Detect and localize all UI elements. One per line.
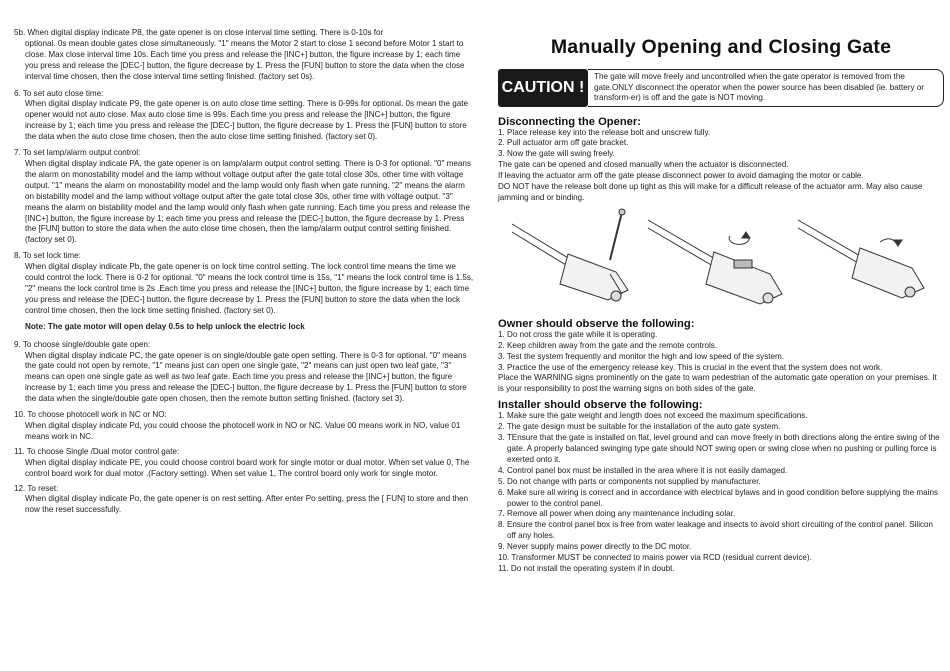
- setting-section: [14, 251, 474, 316]
- right-column: [498, 0, 944, 575]
- section-body: When digital display indicate PE, you could choose control board work for single motor or dual motor. When set value 0, The control board work for dual motor .(Factory setting). When set value 1, The control board only work for single motor.: [25, 457, 470, 478]
- section-heading: 9. To choose single/double gate open:: [14, 339, 151, 349]
- page-title: Manually Opening and Closing Gate: [550, 36, 892, 58]
- section-body: optional. 0s mean double gates close simultaneously. "1" means the Motor 2 start to close 1 second before Motor 1 start to close. Max close interval time 10s. Each time you press and release the [INC+] button, the figure increase by 1; each time you press and release the [DEC-] button, the figure decrease by 1. Press the [FUN] button to store the data when the close interval time chosen, then the close interval time setting finished. (factory set 0s).: [25, 38, 465, 81]
- section-heading: 10. To choose photocell work in NC or NO:: [14, 410, 167, 420]
- owner-item: 1. Do not cross the gate while it is operating.: [498, 329, 658, 339]
- left-column: [14, 0, 474, 520]
- installer-heading: Installer should observe the following:: [498, 399, 703, 412]
- setting-section: [14, 410, 474, 443]
- installer-item: 10. Transformer MUST be connected to mains power via RCD (residual current device).: [498, 553, 812, 563]
- disconnect-note: The gate can be opened and closed manually when the actuator is disconnected.: [498, 160, 789, 170]
- installer-item: 1. Make sure the gate weight and length does not exceed the maximum specifications.: [498, 411, 808, 421]
- installer-item: 9. Never supply mains power directly to the DC motor.: [498, 542, 692, 552]
- section-heading: 7. To set lamp/alarm output control:: [14, 148, 141, 158]
- setting-section: [14, 484, 474, 517]
- installer-item: 2. The gate design must be suitable for the installation of the auto gate system.: [498, 422, 781, 432]
- installer-item: 6. Make sure all wiring is correct and in accordance with electrical bylaws and in good condition before supplying the mains power to the control panel.: [498, 487, 938, 508]
- disconnect-notes: [498, 160, 944, 204]
- section-heading: 8. To set lock time:: [14, 251, 81, 261]
- disconnect-step: 2. Pull actuator arm off gate bracket.: [498, 138, 629, 148]
- section-heading: 6. To set auto close time:: [14, 88, 104, 98]
- caution-text: The gate will move freely and uncontrolled when the gate operator is removed from the gate.ONLY disconnect the operator when the power source has been disabled (ie. battery or transform-er) is off and the gate is NOT moving.: [588, 69, 944, 107]
- disconnect-step: 3. Now the gate will swing freely.: [498, 149, 615, 159]
- section-body: When digital display indicate PA, the gate opener is on lamp/alarm output control setting. There is 0-3 for optional. "0" means the alarm on monostability model and the lamp without voltage output after the gate total close 30s, other time with voltage output. "1" means the alarm on monostability model and the lamp would only flash when gate running. "2" means the alarm on bistability model and the lamp without voltage output after the gate total close 30s, other time with voltage output. "3" means the alarm on bistability model and the lamp would only flash when gate running. Each time you press and release the [INC+] button, the figure increase by 1; each time you press and release the [DEC-] button, the figure decrease by 1. Press the [FUN] button to store the data when the auto close time chosen, then the lamp/alarm output control setting finished. (factory set 0).: [25, 158, 471, 245]
- section-body: When digital display indicate Po, the gate opener is on rest setting. After enter Po setting, press the [ FUN] to store and then now the reset successfully.: [25, 494, 469, 515]
- disconnect-note: DO NOT have the release bolt done up tight as this will make for a difficult release of the actuator arm. May also cause jamming and or binding.: [498, 182, 923, 202]
- section-body: When digital display indicate P9, the gate opener is on auto close time setting. There is 0-99s for optional. 0s mean the gate opener would not auto close. Max auto close time is 99s. Each time you press and release the [INC+] button, the figure increase by 1; each time you press and release the [DEC-] button, the figure decrease by 1. Press the [FUN] button to store the data when the auto close time chosen, then the auto close time setting finished. (factory set 0).: [25, 99, 469, 142]
- installer-list: [498, 411, 944, 575]
- setting-section: [14, 340, 474, 405]
- caution-label: CAUTION !: [498, 69, 588, 107]
- owner-item: 3. Test the system frequently and monitor the high and low speed of the system.: [498, 351, 784, 361]
- owner-item: 3. Practice the use of the emergency release key. This is crucial in the event that the system does not work.: [498, 362, 883, 372]
- installer-item: 8. Ensure the control panel box is free from water leakage and insects to avoid short circuiting of the control panel. Silicon off any holes.: [498, 520, 934, 541]
- installer-item: 11. Do not install the operating system if in doubt.: [498, 563, 675, 573]
- installer-item: 7. Remove all power when doing any maintenance including solar.: [498, 509, 736, 519]
- setting-section: [14, 447, 474, 480]
- release-illustration: [498, 204, 944, 318]
- disconnect-heading: Disconnecting the Opener:: [498, 115, 641, 128]
- settings-sections: [14, 28, 474, 516]
- disconnect-step: 1. Place release key into the release bolt and unscrew fully.: [498, 127, 711, 137]
- section-heading: 11. To choose Single /Dual motor control gate:: [14, 446, 180, 456]
- disconnect-note: If leaving the actuator arm off the gate please disconnect power to avoid damaging the motor or cable.: [498, 171, 864, 181]
- actuator-icon-step1: [512, 209, 628, 301]
- owner-heading: Owner should observe the following:: [498, 317, 695, 330]
- actuator-icon-step3: [798, 220, 924, 298]
- delay-note: Note: The gate motor will open delay 0.5s to help unlock the electric lock: [25, 321, 305, 331]
- caution-block: [498, 69, 944, 107]
- setting-section: [14, 89, 474, 144]
- actuator-icon-step2: [648, 220, 782, 304]
- owner-list: [498, 330, 944, 374]
- installer-item: 5. Do not change with parts or components not supplied by manufacturer.: [498, 476, 761, 486]
- installer-item: 3. TEnsure that the gate is installed on flat, level ground and can move freely in both directions along the entire swing of the gate. A properly balanced swinging type gate should NOT swing open or swing close when no pushing or pulling force is exerted onto it.: [498, 433, 940, 464]
- section-body: When digital display indicate Pb, the gate opener is on lock time control setting. The lock control time means the time we could control the lock. There is 0-2 for optional. "0" means the lock control time is 15s, "1" means the lock control time is 1.5s, "2" means the lock control time is 2s .Each time you press and release the [INC+] button, the figure increase by 1; each time you press and release the [DEC-] button, the figure decrease by 1. Press the [FUN] button to store the data when the lock control time chosen, then the lock time setting finished. (factory set 0).: [25, 262, 474, 315]
- section-body: When digital display indicate Pd, you could choose the photocell work in NO or NC. Value 00 means work in NO, value 01 means work in NC.: [25, 421, 461, 441]
- section-body: When digital display indicate PC, the gate opener is on single/double gate open setting. There is 0-3 for optional. "0" means the gate could not open by remote, "1" means just can open one single gate, "2" means can just open two leaf gate, "3" means can open one single gate as well as two leaf gate. Each time you press and release the [INC+] button, the figure increase by 1; each time you press and release the [DEC-] button, the figure decrease by 1. Press the [FUN] button to store the data when the single/double gate open chosen, then the remote button setting finished. (factory set 3).: [25, 350, 467, 404]
- setting-section: [14, 28, 474, 83]
- installer-item: 4. Control panel box must be installed in the area where it is not easily damaged.: [498, 465, 788, 475]
- actuator-release-diagram: [498, 204, 944, 318]
- owner-item: 2. Keep children away from the gate and the remote controls.: [498, 340, 718, 350]
- disconnect-steps: [498, 128, 944, 161]
- section-heading: 5b. When digital display indicate P8, the gate opener is on close interval time setting. There is 0-10s for: [14, 28, 384, 37]
- owner-note: Place the WARNING signs prominently on the gate to warn pedestrian of the automatic gate operation on your premises. It is your responsibility to post the warning signs on both sides of the gate.: [498, 373, 937, 394]
- setting-section: [14, 148, 474, 246]
- section-heading: 12. To reset:: [14, 483, 59, 493]
